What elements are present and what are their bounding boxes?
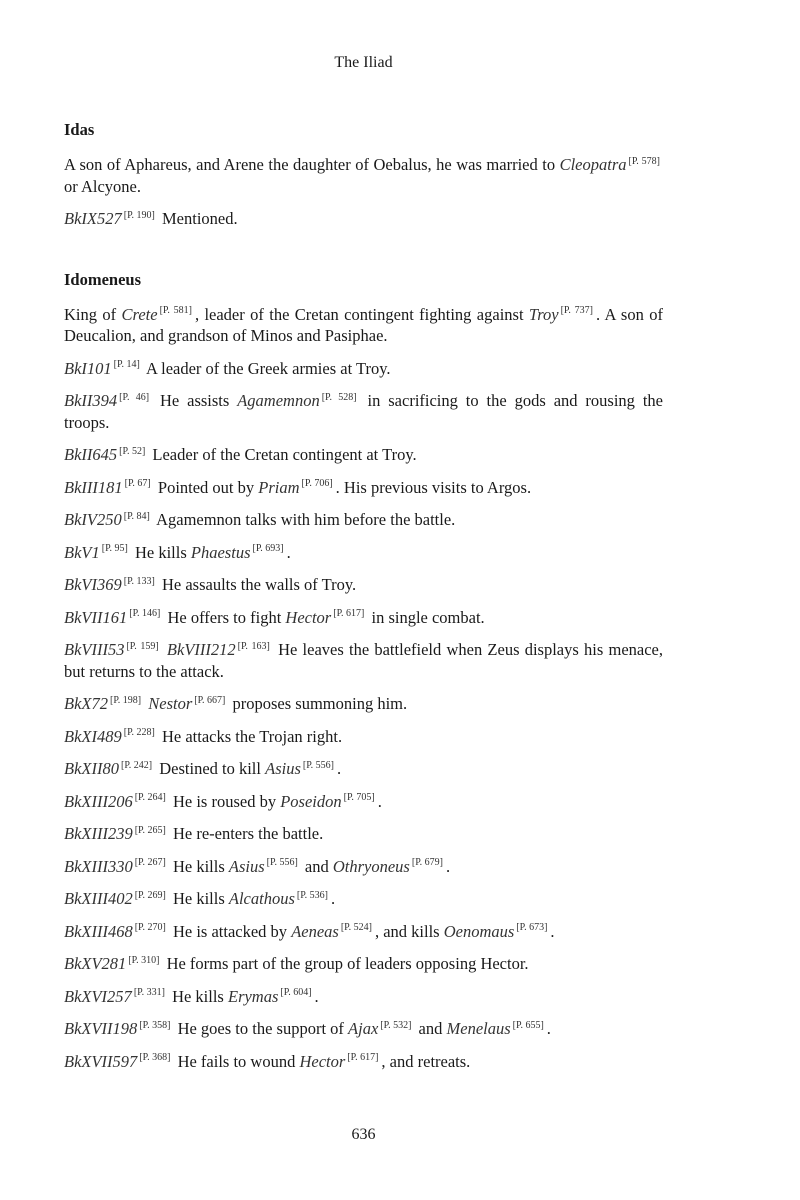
page-ref[interactable]: [P. 667] (194, 694, 226, 706)
text-run: He assaults the walls of Troy. (157, 575, 357, 594)
text-run: He assists (152, 391, 238, 410)
page-ref[interactable]: [P. 46] (119, 391, 150, 403)
page-ref[interactable]: [P. 705] (343, 792, 375, 803)
page-ref[interactable]: [P. 310] (128, 954, 160, 966)
page-ref[interactable]: [P. 67] (124, 478, 151, 489)
page-ref[interactable]: [P. 146] (129, 608, 161, 619)
text-run: . (337, 759, 342, 778)
page-ref[interactable]: [P. 617] (333, 608, 365, 619)
page-ref[interactable]: [P. 532] (380, 1019, 412, 1031)
cross-reference-name[interactable]: Cleopatra (559, 155, 627, 174)
text-run: He re-enters the battle. (168, 824, 324, 843)
book-reference-line (64, 856, 663, 878)
page-ref[interactable]: [P. 617] (347, 1052, 379, 1063)
book-citation[interactable]: BkIV250 (64, 510, 122, 529)
page-ref[interactable]: [P. 269] (134, 889, 166, 901)
book-citation[interactable]: BkXVII198 (64, 1019, 138, 1038)
cross-reference-name[interactable]: Oenomaus (443, 921, 515, 941)
book-reference-line (64, 921, 663, 943)
book-citation[interactable]: BkIII181 (64, 477, 123, 497)
cross-reference-name[interactable]: Agamemnon (237, 391, 320, 410)
page-ref[interactable]: [P. 242] (120, 759, 153, 771)
page-ref[interactable]: [P. 556] (302, 759, 334, 771)
cross-reference-name[interactable]: Menelaus (446, 1019, 511, 1038)
book-citation[interactable]: BkV1 (64, 542, 100, 562)
book-reference-line (64, 574, 663, 596)
page-ref[interactable]: [P. 368] (139, 1052, 171, 1063)
text-run: and (414, 1019, 447, 1038)
page-ref[interactable]: [P. 133] (123, 575, 155, 587)
book-reference-line (64, 693, 663, 715)
page-ref[interactable]: [P. 163] (237, 640, 270, 652)
text-run: He is roused by (168, 791, 281, 811)
book-citation[interactable]: BkXVII597 (64, 1051, 138, 1071)
running-head: The Iliad (334, 54, 393, 71)
index-content (64, 116, 663, 1083)
cross-reference-name[interactable]: Ajax (348, 1019, 379, 1038)
page-ref[interactable]: [P. 84] (123, 510, 150, 522)
book-reference-line (64, 477, 663, 499)
book-reference-line (64, 509, 663, 531)
cross-reference-name[interactable]: Phaestus (190, 542, 251, 562)
cross-reference-name[interactable]: Crete (121, 304, 158, 324)
book-reference-line (64, 953, 663, 975)
index-entry (64, 270, 663, 1073)
page-ref[interactable]: [P. 524] (340, 922, 372, 933)
text-run: . (377, 791, 382, 811)
page-ref[interactable]: [P. 228] (123, 727, 155, 738)
book-citation[interactable]: BkIX527 (64, 209, 122, 228)
book-reference-line (64, 390, 663, 433)
book-reference-line (64, 726, 663, 748)
cross-reference-name[interactable]: Poseidon (280, 791, 342, 811)
cross-reference-name[interactable]: Troy (528, 304, 559, 324)
book-reference-line (64, 444, 663, 466)
page-ref[interactable]: [P. 52] (119, 445, 146, 457)
text-run: He leaves the battlefield when Zeus displays his menace, but returns to the attack. (64, 640, 664, 681)
text-run: He kills (168, 889, 229, 908)
text-run: . (546, 1019, 551, 1038)
book-citation[interactable]: BkVIII212 (166, 640, 236, 659)
page-ref[interactable]: [P. 536] (296, 889, 329, 901)
book-citation[interactable]: BkXIII330 (64, 856, 133, 876)
page-ref[interactable]: [P. 14] (113, 359, 140, 370)
entry-description (64, 304, 663, 347)
page-number: 636 (351, 1126, 376, 1143)
text-run: , leader of the Cretan contingent fighting against (194, 304, 529, 324)
text-run: Mentioned. (157, 209, 238, 228)
book-citation[interactable]: BkVIII53 (64, 640, 125, 659)
entry-title: Idomeneus (64, 269, 142, 289)
text-run: Leader of the Cretan contingent at Troy. (148, 445, 417, 464)
text-run: . His previous visits to Argos. (335, 477, 532, 497)
text-run: He attacks the Trojan right. (157, 726, 343, 746)
book-reference-line (64, 1018, 663, 1040)
text-run: Destined to kill (155, 759, 266, 778)
text-run: Pointed out by (153, 477, 259, 497)
text-run: He kills (130, 542, 191, 562)
page-ref[interactable]: [P. 556] (266, 857, 298, 868)
book-citation[interactable]: BkI101 (64, 358, 112, 378)
cross-reference-name[interactable]: Othryoneus (332, 856, 410, 876)
book-reference-line (64, 791, 663, 813)
book-citation[interactable]: BkII394 (64, 391, 118, 410)
book-citation[interactable]: BkVI369 (64, 575, 122, 594)
text-run: . (286, 542, 291, 562)
book-citation[interactable]: BkXIII206 (64, 791, 133, 811)
page-ref[interactable]: [P. 270] (134, 922, 166, 933)
text-run: He goes to the support of (173, 1019, 349, 1038)
text-run: . (445, 856, 451, 876)
cross-reference-name[interactable]: Asius (228, 856, 265, 876)
book-citation[interactable]: BkXIII402 (64, 889, 133, 908)
cross-reference-name[interactable]: Nestor (148, 694, 193, 713)
book-citation[interactable]: BkXVI257 (64, 986, 132, 1006)
cross-reference-name[interactable]: Aeneas (291, 921, 339, 941)
page-ref[interactable]: [P. 198] (109, 694, 142, 706)
text-run: . (314, 986, 319, 1006)
book-reference-line (64, 823, 663, 845)
book-reference-line (64, 1051, 663, 1073)
page-ref[interactable]: [P. 581] (159, 305, 192, 316)
text-run: , and retreats. (381, 1051, 471, 1071)
text-run: in single combat. (367, 607, 485, 627)
book-reference-line (64, 888, 663, 910)
text-run: or Alcyone. (64, 176, 141, 196)
page-ref[interactable]: [P. 267] (134, 857, 166, 868)
book-citation[interactable]: BkXII80 (64, 759, 119, 778)
page-ref[interactable]: [P. 737] (560, 305, 593, 316)
page-ref[interactable]: [P. 190] (123, 209, 155, 221)
book-citation[interactable]: BkVII161 (64, 607, 128, 627)
page-ref[interactable]: [P. 673] (516, 922, 548, 933)
text-run: He offers to fight (163, 607, 286, 627)
cross-reference-name[interactable]: Hector (299, 1051, 346, 1071)
page-ref[interactable]: [P. 706] (301, 478, 333, 489)
page-ref[interactable]: [P. 95] (101, 543, 128, 554)
page-ref[interactable]: [P. 604] (280, 987, 312, 998)
text-run: . (331, 889, 336, 908)
page-ref[interactable]: [P. 264] (134, 792, 166, 803)
book-citation[interactable]: BkXI489 (64, 726, 122, 746)
book-reference-line (64, 208, 663, 230)
book-reference-line (64, 607, 663, 629)
text-run: and (300, 856, 333, 876)
text-run: A leader of the Greek armies at Troy. (142, 358, 391, 378)
book-reference-line (64, 758, 663, 780)
book-reference-line (64, 358, 663, 380)
book-citation[interactable]: BkXV281 (64, 954, 127, 973)
text-run: . A son of Deucalion, and grandson of Minos and Pasiphae. (64, 304, 663, 345)
text-run: He fails to wound (173, 1051, 300, 1071)
page-ref[interactable]: [P. 265] (134, 824, 166, 836)
text-run: , and kills (374, 921, 444, 941)
text-run: proposes summoning him. (228, 694, 408, 713)
cross-reference-name[interactable]: Priam (258, 477, 300, 497)
text-run: in sacrificing to the gods and rousing the troops. (64, 391, 663, 432)
text-run: He forms part of the group of leaders opposing Hector. (162, 954, 529, 973)
text-run: He kills (168, 856, 229, 876)
page-ref[interactable]: [P. 679] (411, 857, 443, 868)
cross-reference-name[interactable]: Alcathous (228, 889, 295, 908)
book-citation[interactable]: BkXIII468 (64, 921, 133, 941)
cross-reference-name[interactable]: Hector (285, 607, 332, 627)
book-citation[interactable]: BkX72 (64, 694, 108, 713)
page-ref[interactable]: [P. 159] (126, 640, 159, 652)
book-citation[interactable]: BkII645 (64, 445, 118, 464)
text-run: . (550, 921, 555, 941)
page-ref[interactable]: [P. 331] (133, 987, 165, 998)
book-citation[interactable]: BkXIII239 (64, 824, 133, 843)
cross-reference-name[interactable]: Erymas (227, 986, 279, 1006)
book-reference-line (64, 639, 663, 682)
entry-description (64, 154, 663, 197)
cross-reference-name[interactable]: Asius (265, 759, 301, 778)
text-run: He is attacked by (168, 921, 292, 941)
page-ref[interactable]: [P. 655] (512, 1019, 544, 1031)
page-ref[interactable]: [P. 578] (628, 155, 660, 167)
text-run: He kills (167, 986, 228, 1006)
page-ref[interactable]: [P. 358] (139, 1019, 171, 1031)
text-run: A son of Aphareus, and Arene the daughter of Oebalus, he was married to (64, 155, 560, 174)
index-entry (64, 120, 663, 230)
entry-title: Idas (64, 120, 95, 139)
book-reference-line (64, 986, 663, 1008)
text-run: Agamemnon talks with him before the battle. (152, 510, 456, 529)
text-run: King of (64, 304, 122, 324)
page-ref[interactable]: [P. 528] (321, 391, 357, 403)
book-reference-line (64, 542, 663, 564)
page-ref[interactable]: [P. 693] (252, 543, 284, 554)
